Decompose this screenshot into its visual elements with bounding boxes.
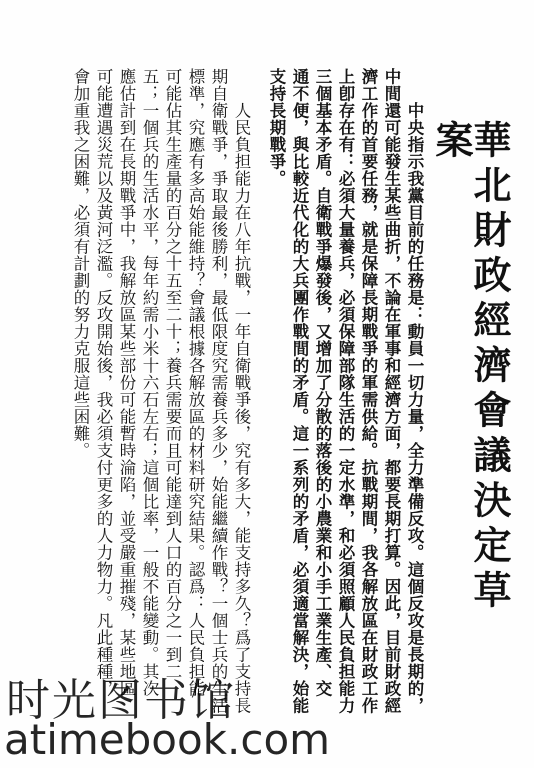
- text-column: 期自衛戰爭，爭取最後勝利，最低限度究需養兵多少，始能繼續作戰？一個士兵的生活: [209, 68, 228, 714]
- text-column: 上卽存在有：必須大量養兵，必須保障部隊生活的一定水準，和必須照顧人民負担能力: [336, 68, 355, 714]
- body-columns: [65, 68, 422, 714]
- text-column: 人民負担能力在八年抗戰，一年自衛戰爭後，究有多大，能支持多久？爲了支持長: [232, 102, 251, 714]
- text-column: 中央指示我黨目前的任務是：動員一切力量，全力準備反攻。這個反攻是長期的，: [405, 102, 424, 714]
- text-column: 中間還可能發生某些曲折，不論在軍事和經濟方面，都要長期打算。因此，目前財政經: [382, 68, 401, 714]
- text-column: 通不便，與比較近代化的大兵團作戰間的矛盾。這一系列的矛盾，必須適當解決，始能: [290, 68, 309, 714]
- text-column: 可能佔其生產量的百分之十五至二十；養兵需要而且可能達到人口的百分之一到二: [163, 68, 182, 680]
- watermark-chinese: 时光图书馆: [6, 675, 236, 726]
- document-title: 華北財政經濟會議決定草案: [429, 120, 512, 615]
- text-column: 應估計到在長期戰爭中，我解放區某些部份可能暫時淪陷，並受嚴重摧殘，某些地區: [117, 68, 136, 697]
- watermark-url: atimebook.com: [4, 715, 331, 764]
- text-column: 三個基本矛盾。自衛戰爭爆發後，又增加了分散的落後的小農業和小手工業生產、交: [313, 68, 332, 697]
- text-column: 可能遭遇災荒以及黃河泛濫。反攻開始後，我必須支付更多的人力物力。凡此種種，: [94, 68, 113, 697]
- text-column: 會加重我之困難，必須有計劃的努力克服這些困難。: [71, 68, 90, 459]
- text-column: 五；一個兵的生活水平，每年約需小米十六石左右；這個比率，一般不能變動。其次: [140, 68, 159, 697]
- text-column: 標準，究應有多高始能維持？會議根據各解放區的材料研究結果。認爲：人民負担能: [186, 68, 205, 697]
- text-column: 支持長期戰爭。: [267, 68, 286, 187]
- text-column: 濟工作的首要任務，就是保障長期戰爭的軍需供給。抗戰期間，我各解放區在財政工作: [359, 68, 378, 714]
